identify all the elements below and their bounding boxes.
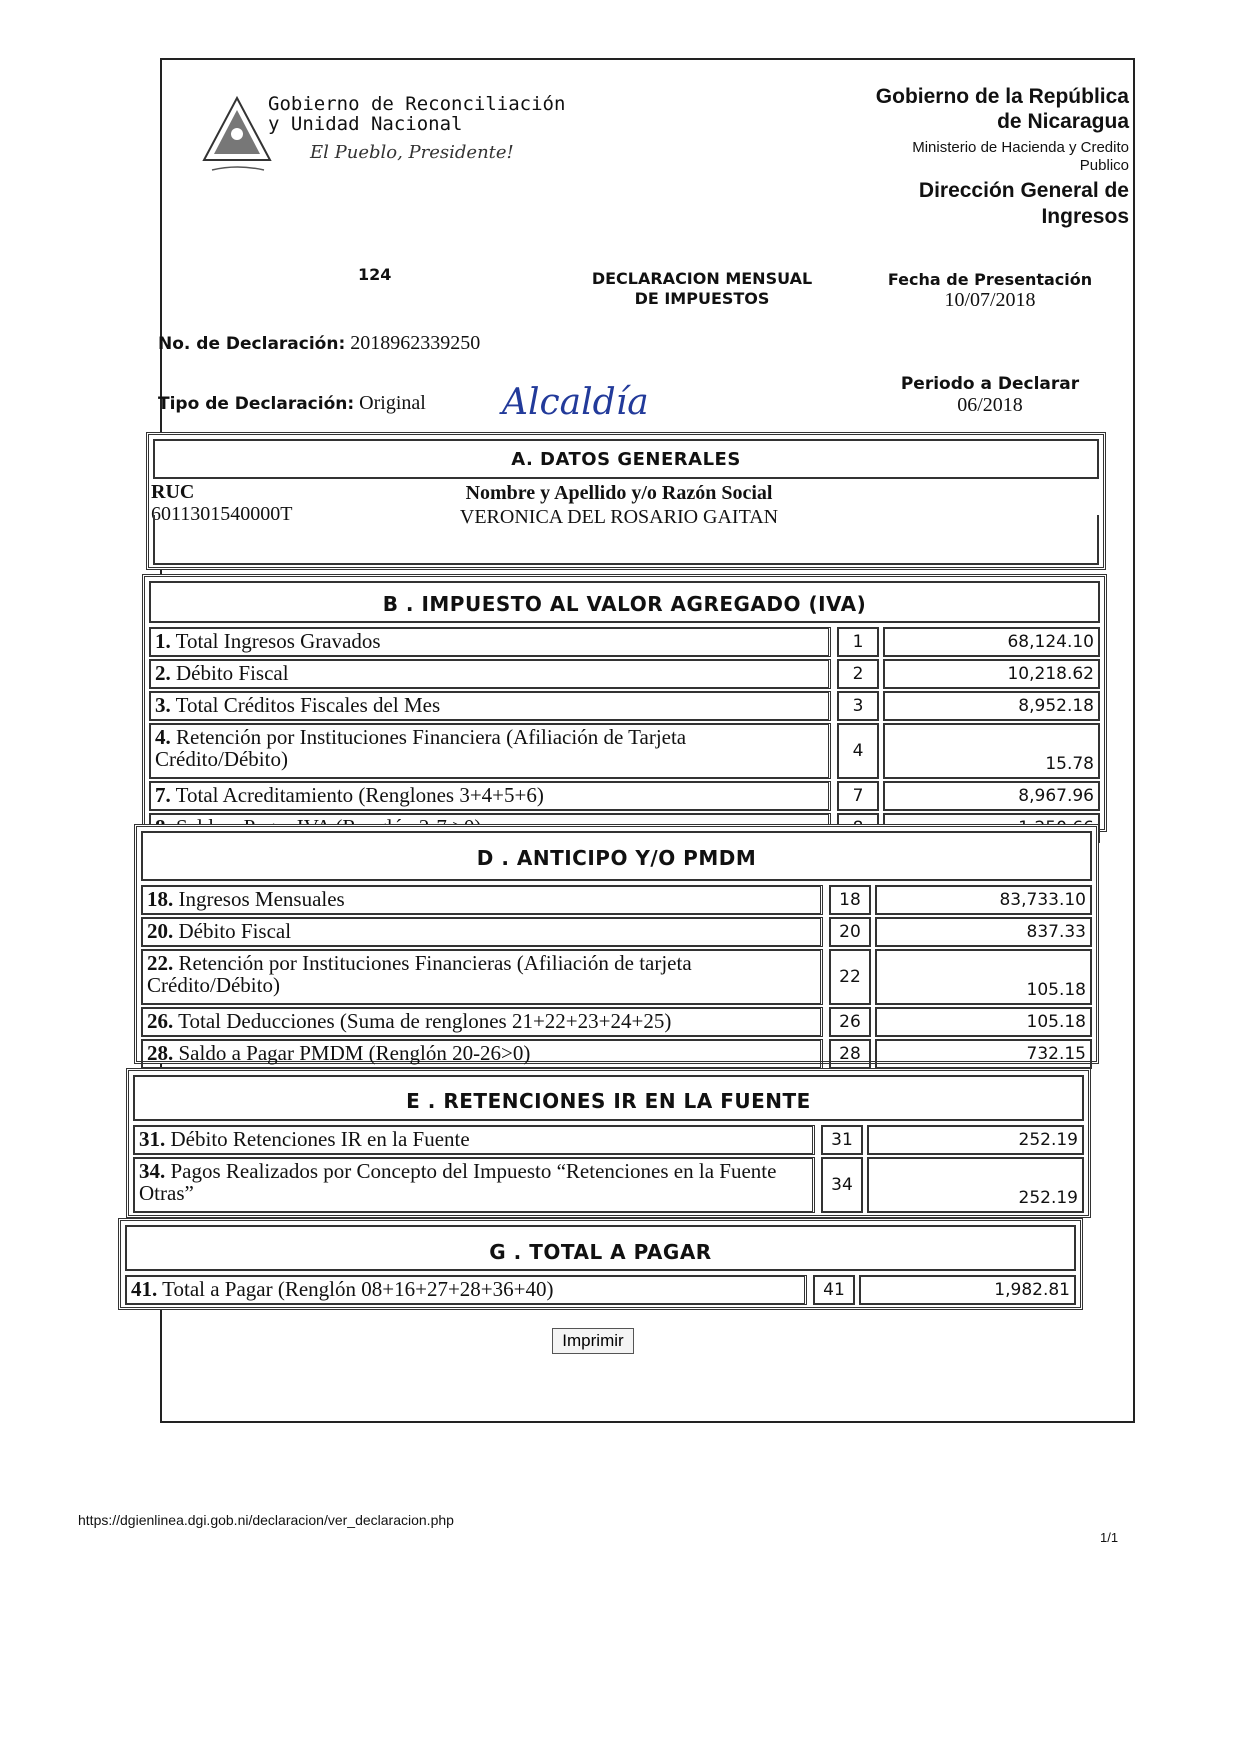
row-value: 732.15 (875, 1039, 1092, 1069)
gov-left-heading (268, 94, 565, 134)
row-box-number: 18 (829, 885, 871, 915)
row-text: Débito Fiscal (170, 661, 289, 685)
section-a-frame (153, 515, 1099, 565)
row-label (141, 949, 823, 1005)
razon-social-value: VERONICA DEL ROSARIO GAITAN (459, 506, 779, 528)
form-row (133, 1125, 1084, 1155)
gov-left-line1: Gobierno de Reconciliación (268, 93, 566, 115)
row-value: 8,952.18 (883, 691, 1100, 721)
row-text: Total Ingresos Gravados (170, 629, 381, 653)
row-number: 41. (131, 1277, 158, 1301)
tipo-declaracion-label: Tipo de Declaración: (158, 394, 355, 414)
row-box-number: 4 (837, 723, 879, 779)
gov-right-heading (809, 84, 1129, 230)
section-b-title-box (149, 581, 1100, 623)
row-box-number: 22 (829, 949, 871, 1005)
direction-line1: Dirección General de (918, 179, 1129, 202)
row-label (149, 723, 831, 779)
row-value: 105.18 (875, 1007, 1092, 1037)
form-row (125, 1275, 1076, 1305)
fecha-label: Fecha de Presentación (887, 270, 1093, 289)
form-row (149, 781, 1100, 811)
row-text: Ingresos Mensuales (173, 887, 345, 911)
fecha-block (870, 270, 1110, 312)
row-value: 1,982.81 (859, 1275, 1076, 1305)
print-button[interactable]: Imprimir (552, 1328, 634, 1354)
form-row (149, 723, 1100, 779)
row-value: 68,124.10 (883, 627, 1100, 657)
row-label (141, 917, 823, 947)
row-box-number: 20 (829, 917, 871, 947)
gov-right-line1: Gobierno de la República (875, 85, 1129, 108)
slogan: El Pueblo, Presidente! (310, 142, 514, 163)
row-text: Saldo a Pagar PMDM (Renglón 20-26>0) (173, 1041, 531, 1065)
tipo-declaracion-value: Original (359, 392, 426, 414)
row-value: 8,967.96 (883, 781, 1100, 811)
row-box-number: 2 (837, 659, 879, 689)
row-text: Pagos Realizados por Concepto del Impuesto “Retenciones en la Fuente Otras” (139, 1159, 777, 1205)
declaration-page (131, 58, 1135, 1423)
form-row (149, 691, 1100, 721)
row-number: 22. (147, 951, 174, 975)
row-number: 34. (139, 1159, 166, 1183)
row-box-number: 3 (837, 691, 879, 721)
form-title-line2: DE IMPUESTOS (634, 289, 770, 308)
row-text: Débito Fiscal (173, 919, 292, 943)
row-box-number: 34 (821, 1157, 863, 1213)
form-row (141, 949, 1092, 1005)
row-number: 18. (147, 887, 174, 911)
section-e-title-box (133, 1075, 1084, 1121)
row-number: 4. (155, 725, 171, 749)
ruc-label: RUC (151, 481, 195, 503)
form-row (141, 917, 1092, 947)
gov-left-line2: y Unidad Nacional (268, 113, 463, 135)
row-text: Total a Pagar (Renglón 08+16+27+28+36+40) (157, 1277, 554, 1301)
footer-url[interactable]: https://dgienlinea.dgi.gob.ni/declaracion/ver_declaracion.php (78, 1512, 454, 1528)
row-value: 252.19 (867, 1157, 1084, 1213)
gov-right-line2: de Nicaragua (997, 110, 1129, 133)
no-declaracion (158, 332, 480, 355)
row-label (149, 659, 831, 689)
row-text: Retención por Instituciones Financieras (Afiliación de tarjeta Crédito/Débito) (147, 951, 692, 997)
row-box-number: 41 (813, 1275, 855, 1305)
periodo-block (870, 374, 1110, 417)
row-label (149, 627, 831, 657)
row-label (133, 1157, 815, 1213)
row-box-number: 26 (829, 1007, 871, 1037)
handwritten-note: Alcaldía (502, 382, 649, 423)
row-number: 20. (147, 919, 174, 943)
section-d (134, 824, 1099, 1064)
row-value: 15.78 (883, 723, 1100, 779)
row-label (149, 781, 831, 811)
section-g-title: G . TOTAL A PAGAR (489, 1240, 712, 1264)
section-e-title: E . RETENCIONES IR EN LA FUENTE (406, 1089, 811, 1113)
section-g (118, 1218, 1083, 1310)
row-label (141, 1039, 823, 1069)
periodo-label: Periodo a Declarar (900, 374, 1080, 394)
form-row (149, 659, 1100, 689)
row-number: 1. (155, 629, 171, 653)
row-text: Total Deducciones (Suma de renglones 21+22+23+24+25) (173, 1009, 672, 1033)
row-value: 105.18 (875, 949, 1092, 1005)
row-text: Débito Retenciones IR en la Fuente (165, 1127, 470, 1151)
section-a-title-box (153, 439, 1099, 479)
section-b (142, 574, 1107, 832)
row-number: 3. (155, 693, 171, 717)
row-number: 26. (147, 1009, 174, 1033)
section-e (126, 1068, 1091, 1218)
row-number: 2. (155, 661, 171, 685)
row-box-number: 28 (829, 1039, 871, 1069)
form-code: 124 (358, 265, 392, 284)
form-row (141, 885, 1092, 915)
row-label (141, 885, 823, 915)
row-value: 10,218.62 (883, 659, 1100, 689)
row-label (149, 691, 831, 721)
section-a (146, 432, 1106, 570)
fecha-value: 10/07/2018 (944, 289, 1036, 311)
section-d-title: D . ANTICIPO Y/O PMDM (476, 846, 757, 870)
ministry-line2: Publico (1079, 157, 1129, 174)
form-title (582, 269, 822, 309)
section-g-title-box (125, 1225, 1076, 1271)
row-label (133, 1125, 815, 1155)
section-b-title: B . IMPUESTO AL VALOR AGREGADO (IVA) (382, 592, 867, 616)
tipo-declaracion (158, 392, 426, 415)
form-row (149, 627, 1100, 657)
ministry-line1: Ministerio de Hacienda y Credito (912, 139, 1129, 156)
section-d-title-box (141, 831, 1092, 881)
ruc-value: 6011301540000T (151, 503, 293, 525)
row-label (141, 1007, 823, 1037)
periodo-value: 06/2018 (957, 394, 1023, 416)
no-declaracion-label: No. de Declaración: (158, 334, 346, 354)
row-value: 837.33 (875, 917, 1092, 947)
row-value: 83,733.10 (875, 885, 1092, 915)
row-number: 28. (147, 1041, 174, 1065)
form-row (141, 1007, 1092, 1037)
row-box-number: 1 (837, 627, 879, 657)
row-number: 31. (139, 1127, 166, 1151)
row-number: 7. (155, 783, 171, 807)
no-declaracion-value: 2018962339250 (350, 332, 481, 354)
footer-page-number: 1/1 (1100, 1530, 1119, 1545)
row-box-number: 31 (821, 1125, 863, 1155)
row-text: Total Créditos Fiscales del Mes (170, 693, 441, 717)
direction-line2: Ingresos (1041, 205, 1129, 228)
section-a-title: A. DATOS GENERALES (511, 449, 741, 470)
row-box-number: 7 (837, 781, 879, 811)
row-text: Retención por Instituciones Financiera (Afiliación de Tarjeta Crédito/Débito) (155, 725, 687, 771)
form-row (133, 1157, 1084, 1213)
row-value: 252.19 (867, 1125, 1084, 1155)
razon-social-label: Nombre y Apellido y/o Razón Social (465, 482, 773, 504)
form-title-line1: DECLARACION MENSUAL (591, 269, 813, 288)
row-label (125, 1275, 807, 1305)
form-row (141, 1039, 1092, 1069)
row-text: Total Acreditamiento (Renglones 3+4+5+6) (170, 783, 544, 807)
